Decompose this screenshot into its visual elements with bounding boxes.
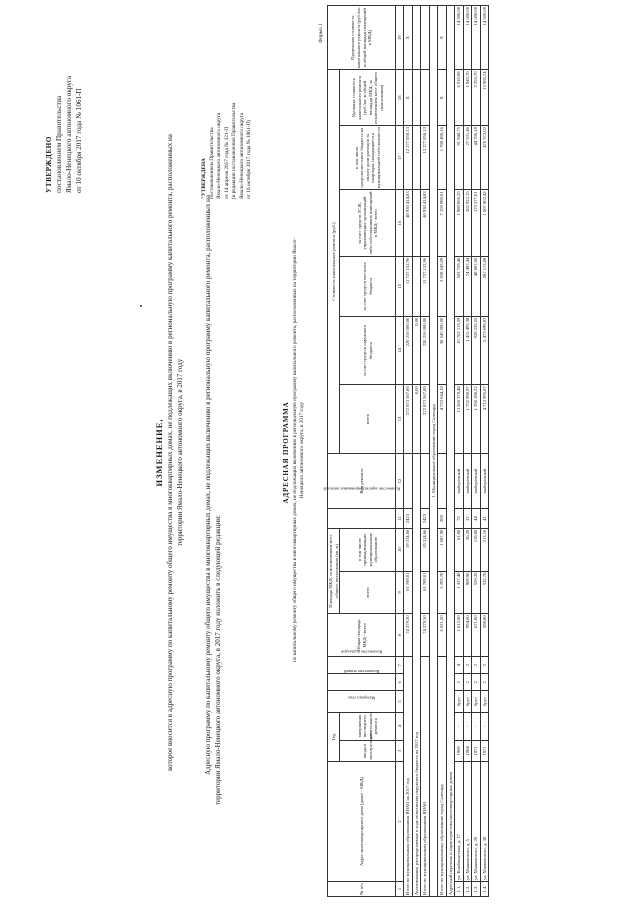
house-cell-addr: ул. Маяковского, д. 38: [480, 762, 489, 882]
approval2-title: "УТВЕРЖДЕНА: [201, 158, 207, 199]
house-cell-res: 73: [455, 509, 464, 528]
index-cell: 18: [396, 70, 404, 126]
cell: [412, 70, 421, 126]
house-cell-pm: 213,10: [480, 528, 489, 571]
cell: [412, 126, 421, 190]
house-cell-res: 37: [463, 509, 472, 528]
house-cell-res: 44: [472, 509, 481, 528]
col-header: ввода в эксплуатацию: [340, 740, 396, 761]
house-cell-res: 41: [480, 509, 489, 528]
house-cell-type: выборочный: [480, 453, 489, 509]
approval-title: УТВЕРЖДЕНО: [45, 136, 53, 193]
cell: 2 028 643,09: [438, 256, 447, 316]
index-cell: 3: [396, 740, 404, 761]
house-cell-u: 13 965,74: [480, 70, 489, 126]
house-rows: [455, 6, 489, 897]
house-cell-en: 4: [455, 657, 464, 674]
house-cell-ct: 1 250 180,22: [472, 385, 481, 454]
col-header: завершения последнего капитального ремонта: [340, 712, 396, 740]
house-cell-y1: 1971: [480, 740, 489, 761]
col-header: № п/п: [328, 882, 396, 897]
index-cell: 10: [396, 528, 404, 571]
house-cell-cl2: 91 948,75: [455, 126, 464, 190]
house-row: [472, 6, 481, 897]
cell: [421, 70, 430, 126]
cell: 61 789,01: [421, 571, 430, 614]
col-header: Стоимость капитального ремонта (руб.): [328, 70, 340, 453]
index-cell: 6: [396, 674, 404, 691]
col-header: всего: [340, 571, 396, 614]
col-header: за счет средств окружного бюджета: [340, 316, 396, 385]
house-cell-ct: 1 752 890,97: [463, 385, 472, 454]
table-header-row: [328, 6, 340, 897]
house-cell-y2: -: [472, 712, 481, 740]
house-cell-wall: брус: [472, 691, 481, 712]
house-cell-area: 994,60: [463, 614, 472, 657]
cell: 200: [438, 509, 447, 528]
cell: 38 545 000,00: [438, 316, 447, 385]
house-cell-area: 1 612,60: [455, 614, 464, 657]
house-cell-y1: 1969: [455, 740, 464, 761]
house-cell-cw: 1 007 802,42: [480, 190, 489, 256]
house-cell-fl: 2: [455, 674, 464, 691]
house-cell-addr: ул. Маяковского, д. 5: [463, 762, 472, 882]
house-cell-cl2: 476 372,02: [480, 126, 489, 190]
cell: 12 277 850,13: [421, 126, 430, 190]
cell: 2423: [404, 509, 413, 528]
program-subtitle: по капитальному ремонту общего имущества в многоквартирных домах, не подлежащих включению в региональную программу капитального ремонта, расположенных на территории Ямало-Ненецкого автономного округа, в 2017 году: [292, 237, 305, 663]
table-row: [412, 6, 421, 897]
subsection-row: [446, 6, 455, 897]
house-cell-fl: 2: [480, 674, 489, 691]
house-row: [480, 6, 489, 897]
house-cell-wall: брус: [455, 691, 464, 712]
col-header: Удельная стоимость капитального ремонта (руб./кв. м общей площади МКД, за исключением мест общего пользования): [340, 70, 396, 126]
house-cell-pm: 61,80: [455, 528, 464, 571]
house-cell-n: 1.1.: [455, 882, 464, 897]
cell: [404, 453, 413, 509]
col-header-text: Количество этажей: [344, 669, 380, 675]
page-mark: [140, 305, 142, 307]
approval-line: постановлением Правительства: [55, 95, 63, 193]
approval2-line: постановлением Правительства: [208, 127, 215, 199]
house-cell-n: 1.2.: [463, 882, 472, 897]
index-cell: 1: [396, 882, 404, 897]
subsection-title: Адресный перечень и характеристика многоквартирных домов: [446, 6, 455, 897]
house-cell-en: 2: [463, 657, 472, 674]
cell: 40 930 414,83: [421, 190, 430, 256]
house-cell-pa: 1 337,40: [455, 571, 464, 614]
cell: X: [404, 70, 413, 126]
house-cell-cl: 563 759,46: [455, 256, 464, 316]
col-header: [328, 691, 396, 712]
cell: 4 733 644,10: [438, 385, 447, 454]
cell: [421, 6, 430, 70]
col-header-text: средства местного бюджета на оплату доли расходов за квартиры, находящиеся в муниципальной собственности: [359, 127, 382, 189]
table-row: [438, 6, 447, 897]
house-row: [455, 6, 464, 897]
cell: 11 727 152,96: [404, 256, 413, 316]
col-header: Вид ремонта: [328, 453, 396, 509]
cell: 1 708 406,16: [438, 126, 447, 190]
house-cell-pa: 532,70: [480, 571, 489, 614]
col-header-text: Количество зарегистрированных жителей: [323, 486, 400, 492]
house-cell-en: 2: [472, 657, 481, 674]
section-row: [429, 6, 438, 897]
index-cell: 19: [396, 6, 404, 70]
cell: 74 279,50: [404, 614, 413, 657]
house-cell-y2: -: [463, 712, 472, 740]
house-cell-type: выборочный: [463, 453, 472, 509]
house-cell-y2: -: [455, 712, 464, 740]
col-header-note: в том числе: [353, 146, 359, 170]
cell: 40 930 414,83: [404, 190, 413, 256]
house-cell-fl: 2: [472, 674, 481, 691]
cell: X: [438, 6, 447, 70]
program-table: [323, 5, 489, 897]
house-cell-cw: 262 922,15: [463, 190, 472, 256]
index-cell: 8: [396, 614, 404, 657]
house-cell-cw: 1 989 866,25: [455, 190, 464, 256]
cell: X: [404, 6, 413, 70]
col-header: всего: [340, 385, 396, 454]
form-label: Форма 1: [318, 23, 324, 43]
approval-line: Ямало-Ненецкого автономного округа: [65, 75, 73, 193]
col-header: за счет средств местного бюджета: [340, 256, 396, 316]
house-cell-type: выборочный: [455, 453, 464, 509]
index-cell: 14: [396, 316, 404, 385]
index-cell: 2: [396, 762, 404, 882]
row-label: Итого по муниципальным образованиям ЯНАО на 2017 год: [404, 657, 413, 897]
col-header: Общая площадь МКД - всего: [328, 614, 396, 657]
index-cell: 7: [396, 657, 404, 674]
house-cell-area: 671,80: [472, 614, 481, 657]
cell: 0,00: [412, 316, 421, 385]
house-cell-addr: ул. Маяковского, д. 26: [472, 762, 481, 882]
cell: 5 293,70: [438, 571, 447, 614]
col-header: Предельная стоимость капитального ремонта (руб./кв. м общей площади помещений в МКД): [328, 6, 396, 70]
house-cell-cl: 74 497,44: [463, 256, 472, 316]
col-header-text: Количество подъездов: [341, 649, 383, 655]
index-cell: 15: [396, 256, 404, 316]
house-cell-lim: 14 500,00: [472, 6, 481, 70]
row-label: Итого по муниципальным образованиям ЯНАО: [421, 657, 430, 897]
house-cell-addr: ул. Комбинатская, д. 17: [455, 762, 464, 882]
house-cell-ct: 4 713 995,87: [480, 385, 489, 454]
document-subtitle: которое вносится в адресную программу по капитальному ремонту общего имущества в многоквартирных домах, не подлежащих включению в региональную программу капитального ремонта, расположенных на территории Ямало-Ненецкого автономного округа, в 2017 году: [166, 134, 184, 771]
approval2-line: Ямало-Ненецкого автономного округа: [238, 112, 245, 199]
house-cell-y1: 1984: [463, 740, 472, 761]
index-row: [396, 6, 404, 897]
house-cell-pa: 909,90: [463, 571, 472, 614]
house-cell-u: 6 910,08: [455, 70, 464, 126]
col-header: [328, 669, 396, 691]
col-header: [340, 126, 396, 190]
col-header: в том числе принадлежащих муниципальному образованию: [340, 528, 396, 571]
house-cell-cl2: 44 706,18: [472, 126, 481, 190]
cell: 220 216 000,00: [421, 316, 430, 385]
house-cell-u: 1 943,70: [463, 70, 472, 126]
house-cell-y2: -: [480, 712, 489, 740]
document-paragraph: Адресную программу по капитальному ремонту общего имущества в многоквартирных домах, не подлежащих включению в региональную программу капитального ремонта, расположенных на территории Ямало-Ненецкого автономного округа, в 2017 году изложить в следующей редакции:: [204, 195, 222, 805]
approval2-line: от 10 октября 2017 года № 1061-П): [246, 120, 252, 199]
cell: [412, 190, 421, 256]
house-cell-pm: 36,20: [463, 528, 472, 571]
col-header: Площадь МКД, за исключением мест общего пользования (кв. м): [328, 528, 340, 614]
cell: 1 087,90: [438, 528, 447, 571]
row-label: Ассигнования, распределяемые в ходе исполнения окружного бюджета на 2017 год: [412, 453, 421, 896]
approval2-line: (в редакции постановления Правительства: [231, 102, 237, 199]
house-cell-area: 598,80: [480, 614, 489, 657]
approval2-stamp: [201, 19, 254, 199]
cell: 7 159 980,01: [438, 190, 447, 256]
house-cell-pm: 119,80: [472, 528, 481, 571]
cell: 2423: [421, 509, 430, 528]
approval-line: от 10 октября 2017 года № 1061-П: [75, 88, 83, 193]
house-cell-fl: 2: [463, 674, 472, 691]
house-cell-en: 2: [480, 657, 489, 674]
index-cell: 5: [396, 691, 404, 712]
cell: 74 279,50: [421, 614, 430, 657]
index-cell: 4: [396, 712, 404, 740]
cell: [421, 453, 430, 509]
index-cell: 12: [396, 453, 404, 509]
cell: 19 314,66: [404, 528, 413, 571]
house-cell-wall: брус: [480, 691, 489, 712]
row-label: Итого по муниципальному образованию город Салехард: [438, 657, 447, 897]
house-cell-lim: 14 500,00: [455, 6, 464, 70]
col-header: Год: [328, 712, 340, 761]
house-cell-n: 1.4.: [480, 882, 489, 897]
house-cell-ct: 13 266 378,48: [455, 385, 464, 454]
house-cell-cw: 173 577,01: [472, 190, 481, 256]
cell: 11 727 152,96: [421, 256, 430, 316]
house-cell-cl2: 27 531,46: [463, 126, 472, 190]
house-cell-type: выборочный: [472, 453, 481, 509]
table-row: [404, 6, 413, 897]
index-cell: 16: [396, 190, 404, 256]
cell: X: [438, 70, 447, 126]
index-cell: 9: [396, 571, 404, 614]
house-cell-co: 928 235,55: [472, 316, 481, 385]
cell: [412, 6, 421, 70]
cell: [438, 453, 447, 509]
index-cell: 13: [396, 385, 404, 454]
program-title: АДРЕСНАЯ ПРОГРАММА: [282, 401, 290, 504]
cell: 0,00: [412, 385, 421, 454]
col-header-text: Материал стен: [348, 695, 376, 701]
approval2-line: от 14 апреля 2017 года № 321-П: [223, 126, 230, 199]
cell: 12 277 850,13: [404, 126, 413, 190]
house-cell-co: 5 473 099,87: [480, 316, 489, 385]
cell: 6 021,50: [438, 614, 447, 657]
cell: 19 314,66: [421, 528, 430, 571]
cell: 272 873 567,80: [404, 385, 413, 454]
house-cell-u: 2 255,70: [472, 70, 481, 126]
house-cell-cl: 48 807,66: [472, 256, 481, 316]
col-header: Адрес многоквартирного дома (далее - МКД): [328, 762, 396, 882]
cell: [412, 256, 421, 316]
section-title: 1. Муниципальное образование город Салехард: [429, 6, 438, 897]
house-cell-wall: брус: [463, 691, 472, 712]
cell: 272 873 567,80: [421, 385, 430, 454]
house-cell-pa: 559,20: [472, 571, 481, 614]
approval2-line: Ямало-Ненецкого автономного округа: [216, 112, 222, 199]
approval-stamp: [44, 13, 84, 193]
house-cell-co: 10 762 113,39: [455, 316, 464, 385]
col-header: за счет средств ТСЖ, управляющих организаций либо собственников помещений в МКД - всего: [340, 190, 396, 256]
house-cell-y1: 1971: [472, 740, 481, 761]
index-cell: 11: [396, 509, 404, 528]
house-row: [463, 6, 472, 897]
house-cell-co: 1 415 493,38: [463, 316, 472, 385]
house-cell-lim: 14 500,00: [463, 6, 472, 70]
cell: 61 789,01: [404, 571, 413, 614]
house-cell-cl: 287 113,88: [480, 256, 489, 316]
cell: 220 216 000,00: [404, 316, 413, 385]
table-row: [421, 6, 430, 897]
index-cell: 17: [396, 126, 404, 190]
house-cell-n: 1.3.: [472, 882, 481, 897]
document-title: ИЗМЕНЕНИЕ,: [154, 418, 164, 487]
house-cell-lim: 14 500,00: [480, 6, 489, 70]
